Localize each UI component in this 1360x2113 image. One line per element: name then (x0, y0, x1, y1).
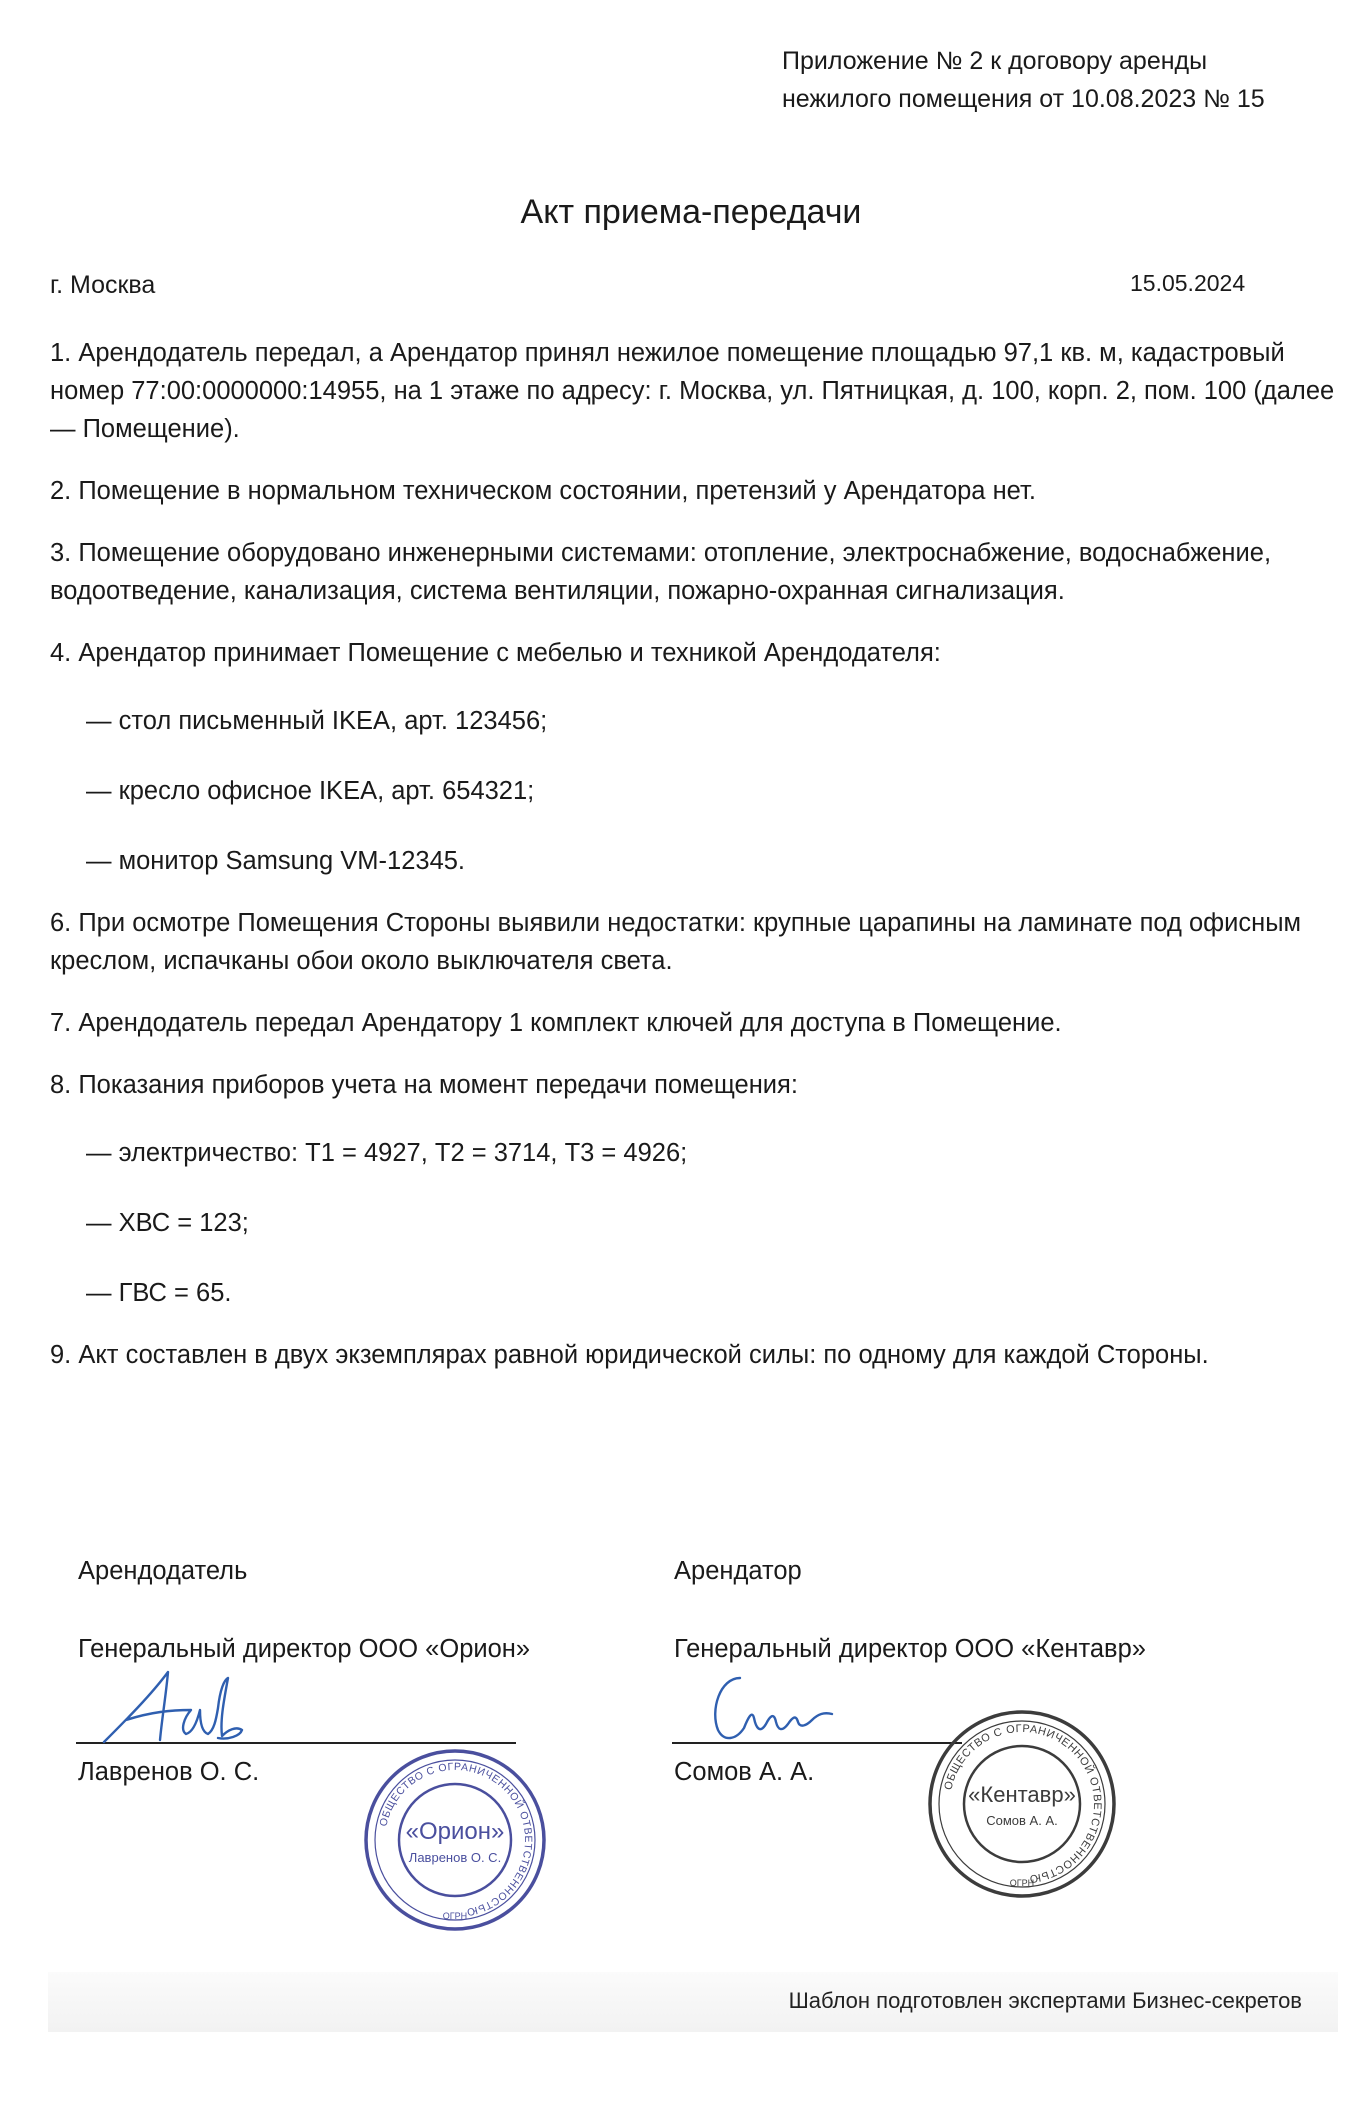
appendix-note-line-1: Приложение № 2 к договору аренды (782, 47, 1208, 75)
meter-reading: — ГВС = 65. (86, 1279, 232, 1307)
orion-stamp-company: «Орион» (405, 1818, 505, 1845)
orion-stamp-bottom: ОГРН (442, 1911, 468, 1921)
tenant-signature (700, 1670, 840, 1750)
kentavr-stamp-bottom: ОГРН (1009, 1878, 1035, 1888)
orion-stamp (362, 1747, 548, 1933)
paragraph-3: 3. Помещение оборудовано инженерными системами: отопление, электроснабжение, водоснабжение, водоотведение, канализация, система вентиляции, пожарно-охранная сигнализация. (50, 539, 1272, 605)
document-title: Акт приема-передачи (520, 193, 862, 231)
city: г. Москва (50, 271, 156, 299)
paragraph-6: 6. При осмотре Помещения Стороны выявили недостатки: крупные царапины на ламинате под офисным креслом, испачканы обои около выключателя света. (50, 909, 1302, 975)
landlord-name: Лавренов О. С. (78, 1758, 260, 1786)
meter-reading: — электричество: Т1 = 4927, Т2 = 3714, Т3 = 4926; (86, 1139, 688, 1167)
tenant-label: Арендатор (674, 1557, 802, 1585)
meter-reading: — ХВС = 123; (86, 1209, 249, 1237)
footer-credit: Шаблон подготовлен экспертами Бизнес-секретов (788, 1988, 1302, 2013)
landlord-role: Генеральный директор ООО «Орион» (78, 1635, 531, 1663)
appendix-note-line-2: нежилого помещения от 10.08.2023 № 15 (782, 85, 1265, 113)
appendix-note (782, 42, 1342, 118)
paragraph-7: 7. Арендодатель передал Арендатору 1 комплект ключей для доступа в Помещение. (50, 1009, 1062, 1037)
kentavr-stamp-company: «Кентавр» (968, 1782, 1076, 1807)
document-date: 15.05.2024 (1130, 270, 1246, 296)
paragraph-8: 8. Показания приборов учета на момент передачи помещения: (50, 1071, 798, 1099)
document-body (50, 334, 1340, 1398)
landlord-signature (96, 1660, 256, 1760)
svg-text:ОБЩЕСТВО С ОГРАНИЧЕННОЙ ОТВЕТС: ОБЩЕСТВО С ОГРАНИЧЕННОЙ ОТВЕТСТВЕННОСТЬЮ (377, 1760, 535, 1919)
tenant-name: Сомов А. А. (674, 1758, 815, 1786)
furniture-item: — стол письменный IKEA, арт. 123456; (86, 707, 548, 735)
paragraph-4: 4. Арендатор принимает Помещение с мебелью и техникой Арендодателя: (50, 639, 941, 667)
paragraph-1: 1. Арендодатель передал, а Арендатор принял нежилое помещение площадью 97,1 кв. м, кадастровый номер 77:00:0000000:14955, на 1 этаже по адресу: г. Москва, ул. Пятницкая, д. 100, корп. 2, пом. 100 (далее — Помещение). (50, 339, 1335, 443)
tenant-role: Генеральный директор ООО «Кентавр» (674, 1635, 1146, 1663)
paragraph-2: 2. Помещение в нормальном техническом состоянии, претензий у Арендатора нет. (50, 477, 1036, 505)
paragraph-9: 9. Акт составлен в двух экземплярах равной юридической силы: по одному для каждой Стороны. (50, 1341, 1209, 1369)
svg-text:ОБЩЕСТВО С ОГРАНИЧЕННОЙ ОТВЕТС: ОБЩЕСТВО С ОГРАНИЧЕННОЙ ОТВЕТСТВЕННОСТЬЮ (942, 1722, 1104, 1885)
landlord-label: Арендодатель (78, 1557, 248, 1585)
furniture-item: — монитор Samsung VM-12345. (86, 847, 466, 875)
kentavr-stamp-person: Сомов А. А. (986, 1813, 1058, 1828)
furniture-item: — кресло офисное IKEA, арт. 654321; (86, 777, 535, 805)
orion-stamp-person: Лавренов О. С. (408, 1850, 502, 1865)
kentavr-stamp (926, 1708, 1118, 1900)
